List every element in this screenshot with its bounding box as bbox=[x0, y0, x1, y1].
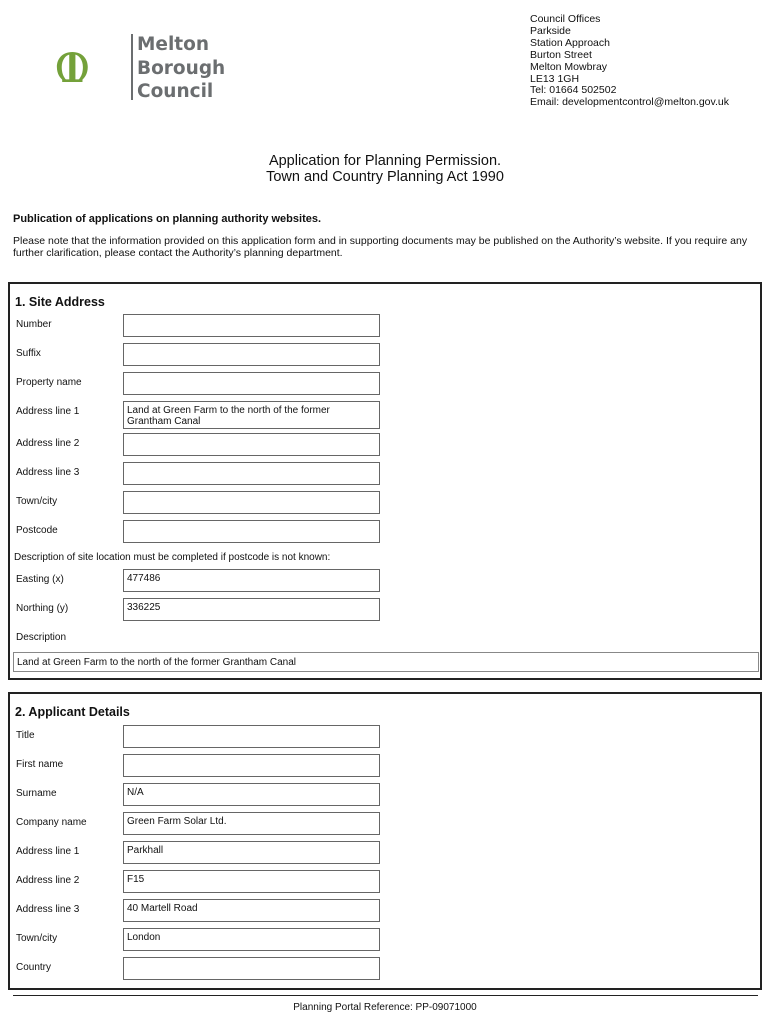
logo-wordmark bbox=[137, 33, 225, 104]
council-address bbox=[530, 14, 729, 109]
field-row bbox=[10, 569, 760, 594]
field-label: Company name bbox=[16, 817, 87, 828]
document-title bbox=[0, 153, 770, 185]
field-label: Address line 3 bbox=[16, 467, 80, 478]
address-line-1-field[interactable]: Land at Green Farm to the north of the former Grantham Canal bbox=[123, 401, 380, 429]
field-row bbox=[10, 783, 760, 808]
publication-heading: Publication of applications on planning authority websites. bbox=[13, 213, 322, 225]
description-label: Description bbox=[16, 632, 67, 643]
suffix-field[interactable] bbox=[123, 343, 380, 366]
title-line-2: Town and Country Planning Act 1990 bbox=[266, 169, 504, 185]
section-title: 2. Applicant Details bbox=[15, 705, 130, 719]
field-row bbox=[10, 491, 760, 516]
title-field[interactable] bbox=[123, 725, 380, 748]
field-row bbox=[10, 957, 760, 982]
surname-field[interactable]: N/A bbox=[123, 783, 380, 806]
address-line: Burton Street bbox=[530, 48, 592, 61]
field-row bbox=[10, 754, 760, 779]
address-line-3-field[interactable] bbox=[123, 462, 380, 485]
logo-line: Borough bbox=[137, 57, 226, 79]
address-line: Parkside bbox=[530, 24, 571, 37]
location-note: Description of site location must be completed if postcode is not known: bbox=[14, 552, 331, 563]
field-label: First name bbox=[16, 759, 64, 770]
field-row bbox=[10, 372, 760, 397]
field-row bbox=[10, 725, 760, 750]
field-row bbox=[10, 433, 760, 458]
field-row bbox=[10, 462, 760, 487]
northing-field[interactable]: 336225 bbox=[123, 598, 380, 621]
field-label: Address line 2 bbox=[16, 438, 80, 449]
applicant-town-city-field[interactable]: London bbox=[123, 928, 380, 951]
section-title: 1. Site Address bbox=[15, 295, 105, 309]
address-line: Council Offices bbox=[530, 13, 601, 25]
property-name-field[interactable] bbox=[123, 372, 380, 395]
field-row bbox=[10, 899, 760, 924]
town-city-field[interactable] bbox=[123, 491, 380, 514]
publication-text: Please note that the information provided on this application form and in supporting documents may be published on the Authority’s website. If you require any further clarification, please contact the Authority’s planning department. bbox=[13, 235, 748, 259]
field-label: Property name bbox=[16, 377, 82, 388]
number-field[interactable] bbox=[123, 314, 380, 337]
field-label: Town/city bbox=[16, 496, 58, 507]
field-label: Number bbox=[16, 319, 52, 330]
footer-divider bbox=[13, 995, 758, 996]
first-name-field[interactable] bbox=[123, 754, 380, 777]
logo-line: Council bbox=[137, 81, 214, 102]
site-address-section bbox=[8, 282, 762, 680]
company-name-field[interactable]: Green Farm Solar Ltd. bbox=[123, 812, 380, 835]
applicant-address-line-2-field[interactable]: F15 bbox=[123, 870, 380, 893]
field-label: Surname bbox=[16, 788, 57, 799]
council-logo-icon bbox=[56, 32, 131, 102]
applicant-address-line-3-field[interactable]: 40 Martell Road bbox=[123, 899, 380, 922]
field-label: Town/city bbox=[16, 933, 58, 944]
field-row bbox=[10, 812, 760, 837]
field-row bbox=[10, 598, 760, 623]
field-label: Country bbox=[16, 962, 52, 973]
field-label: Address line 3 bbox=[16, 904, 80, 915]
field-row bbox=[10, 343, 760, 368]
field-label: Suffix bbox=[16, 348, 41, 359]
address-line: Tel: 01664 502502 bbox=[530, 84, 617, 97]
field-row bbox=[10, 870, 760, 895]
address-line: Station Approach bbox=[530, 36, 610, 49]
field-row bbox=[10, 401, 760, 431]
country-field[interactable] bbox=[123, 957, 380, 980]
applicant-address-line-1-field[interactable]: Parkhall bbox=[123, 841, 380, 864]
field-row bbox=[10, 841, 760, 866]
postcode-field[interactable] bbox=[123, 520, 380, 543]
address-line: Melton Mowbray bbox=[530, 60, 608, 73]
title-line-1: Application for Planning Permission. bbox=[268, 153, 502, 169]
field-label: Address line 1 bbox=[16, 406, 80, 417]
logo-line: Melton bbox=[137, 34, 210, 55]
field-row bbox=[10, 520, 760, 545]
description-field[interactable]: Land at Green Farm to the north of the former Grantham Canal bbox=[13, 652, 759, 672]
logo-divider bbox=[131, 34, 133, 100]
field-label: Address line 1 bbox=[16, 846, 80, 857]
field-row bbox=[10, 928, 760, 953]
field-label: Postcode bbox=[16, 525, 58, 536]
address-line: Email: developmentcontrol@melton.gov.uk bbox=[530, 96, 729, 109]
applicant-details-section bbox=[8, 692, 762, 990]
field-label: Title bbox=[16, 730, 35, 741]
portal-reference: Planning Portal Reference: PP-09071000 bbox=[293, 1002, 477, 1013]
field-row bbox=[10, 314, 760, 339]
easting-field[interactable]: 477486 bbox=[123, 569, 380, 592]
field-label: Northing (y) bbox=[16, 603, 69, 614]
address-line: LE13 1GH bbox=[530, 72, 580, 85]
field-label: Easting (x) bbox=[16, 574, 64, 585]
field-label: Address line 2 bbox=[16, 875, 80, 886]
address-line-2-field[interactable] bbox=[123, 433, 380, 456]
